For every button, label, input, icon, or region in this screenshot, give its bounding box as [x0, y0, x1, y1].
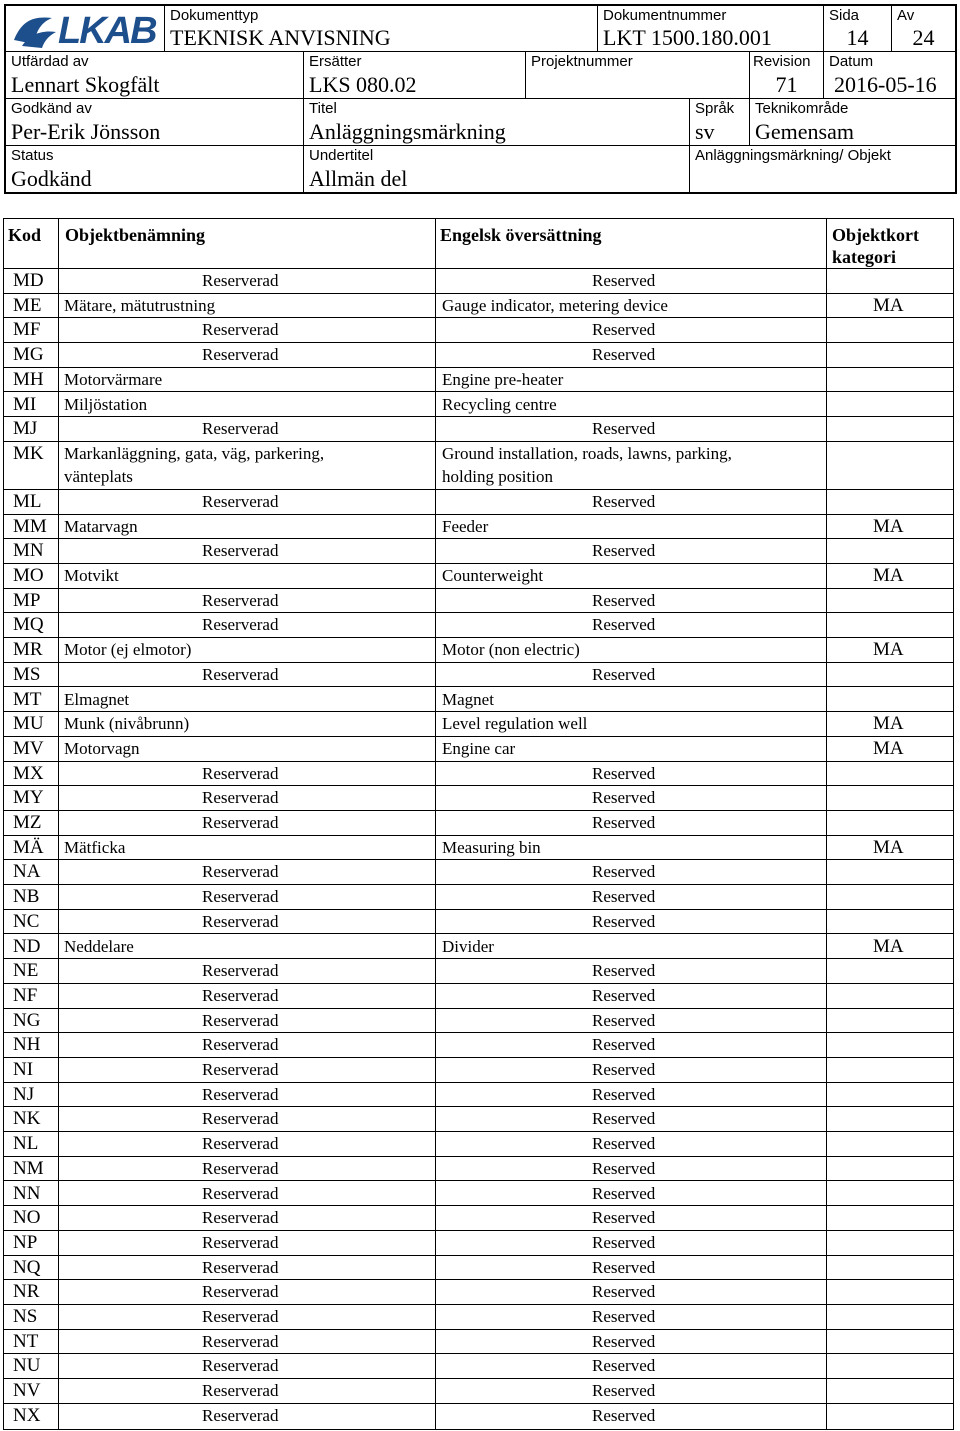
issued-by-value: Lennart Skogfält [11, 72, 160, 97]
table-row [4, 811, 953, 836]
row-name: Reserverad [202, 1208, 279, 1228]
row-code: NE [13, 960, 39, 982]
row-english: Reserved [592, 1158, 656, 1178]
row-english: Counterweight [442, 566, 544, 585]
table-row [4, 490, 953, 515]
row-english: Gauge indicator, metering device [442, 295, 668, 315]
row-code: NN [13, 1182, 41, 1204]
row-english: Reserved [592, 1084, 656, 1104]
row-name: Reserverad [202, 1084, 279, 1104]
row-code: NJ [13, 1083, 35, 1105]
area-cell [750, 99, 955, 146]
row-category: MA [873, 935, 904, 957]
row-english: Motor (non electric) [442, 640, 580, 660]
row-english: Reserved [592, 887, 656, 907]
row-name: Reserverad [202, 887, 279, 907]
table-row [4, 613, 953, 638]
row-english: Ground installation, roads, lawns, parking, [442, 443, 732, 463]
row-name: Reserverad [202, 1232, 279, 1252]
row-code: NH [13, 1034, 41, 1056]
row-code: MS [13, 663, 41, 685]
object-code-table [3, 218, 954, 1430]
table-row [4, 393, 953, 418]
row-english: Reserved [592, 1208, 656, 1228]
date-label: Datum [829, 53, 874, 70]
row-code: NM [13, 1157, 44, 1179]
row-english: Reserved [592, 961, 656, 981]
header-name: Objektbenämning [65, 225, 206, 245]
table-row [4, 1058, 953, 1083]
page-label: Sida [829, 7, 860, 24]
row-code: MÄ [13, 836, 44, 858]
row-code: MJ [13, 418, 38, 440]
row-name: Reserverad [202, 1356, 279, 1376]
page-cell [824, 6, 892, 52]
table-row [4, 1379, 953, 1404]
table-header [4, 219, 953, 269]
row-name: Reserverad [202, 1134, 279, 1154]
area-value: Gemensam [755, 119, 854, 144]
row-english: Reserved [592, 813, 656, 832]
table-row [4, 343, 953, 368]
row-code: MX [13, 762, 44, 784]
row-english: Reserved [592, 1010, 656, 1030]
area-label: Teknikområde [755, 100, 849, 117]
title-value: Anläggningsmärkning [309, 119, 506, 144]
row-code: MV [13, 737, 44, 759]
row-code: NX [13, 1404, 41, 1426]
row-category: MA [873, 515, 904, 537]
row-english: Reserved [592, 320, 656, 340]
table-row [4, 688, 953, 713]
row-english: Reserved [592, 419, 656, 439]
table-row [4, 417, 953, 442]
row-name: Reserverad [202, 491, 279, 511]
row-code: MI [13, 393, 37, 415]
row-name: Miljöstation [64, 394, 148, 414]
row-english: Reserved [592, 1356, 656, 1376]
row-english: Reserved [592, 1307, 656, 1326]
row-name: Reserverad [202, 419, 279, 439]
table-row [4, 959, 953, 984]
row-name: Reserverad [202, 1158, 279, 1178]
table-row [4, 294, 953, 319]
row-code: NG [13, 1009, 41, 1031]
row-name: Reserverad [202, 1109, 279, 1129]
row-english: Reserved [592, 1060, 656, 1079]
row-name: Mätficka [64, 837, 126, 857]
table-row [4, 1206, 953, 1231]
row-code: NT [13, 1330, 39, 1352]
row-code: MF [13, 319, 41, 341]
table-row [4, 1354, 953, 1379]
row-name-line2: vänteplats [64, 466, 133, 486]
row-name: Reserverad [202, 1060, 279, 1079]
row-category: MA [873, 836, 904, 858]
row-code: MT [13, 688, 42, 710]
row-name: Reserverad [202, 763, 279, 783]
approved-by-value: Per-Erik Jönsson [11, 119, 161, 144]
approved-by-label: Godkänd av [11, 100, 92, 117]
doc-type-cell [165, 6, 598, 52]
page-total-value: 24 [912, 25, 935, 50]
document-header [4, 4, 957, 194]
logo-text: LKAB [58, 10, 156, 52]
row-name: Motorvagn [64, 738, 140, 758]
row-english: Reserved [592, 1134, 656, 1154]
date-value: 2016-05-16 [834, 72, 937, 97]
revision-label: Revision [753, 53, 811, 70]
row-english: Reserved [592, 1282, 656, 1302]
subtitle-cell [304, 146, 690, 192]
doc-number-cell [598, 6, 824, 52]
table-row [4, 1256, 953, 1281]
status-value: Godkänd [11, 166, 92, 191]
row-english: Reserved [592, 763, 656, 783]
row-english: Reserved [592, 985, 656, 1005]
logo-cell [6, 6, 165, 52]
row-name: Reserverad [202, 590, 279, 610]
table-row [4, 638, 953, 663]
row-english: Reserved [592, 590, 656, 610]
row-name: Reserverad [202, 1183, 279, 1203]
row-english: Reserved [592, 1381, 656, 1401]
row-code: NP [13, 1231, 38, 1253]
replaces-label: Ersätter [309, 53, 362, 70]
row-code: NU [13, 1355, 41, 1377]
language-value: sv [695, 119, 715, 144]
row-code: NQ [13, 1256, 41, 1278]
row-code: MD [13, 270, 44, 291]
table-row [4, 885, 953, 910]
table-row [4, 860, 953, 885]
project-label: Projektnummer [531, 53, 633, 70]
status-cell [6, 146, 304, 192]
row-english: Measuring bin [442, 837, 541, 857]
page-total-cell [892, 6, 955, 52]
row-name: Reserverad [202, 541, 279, 561]
row-name: Elmagnet [64, 689, 130, 709]
row-category: MA [873, 639, 904, 661]
table-row [4, 515, 953, 540]
replaces-value: LKS 080.02 [309, 72, 417, 97]
table-row [4, 1157, 953, 1182]
row-code: ND [13, 935, 41, 957]
row-name: Reserverad [202, 1405, 279, 1425]
row-english: Reserved [592, 1405, 656, 1425]
table-row [4, 737, 953, 762]
row-name: Reserverad [202, 813, 279, 832]
issued-by-cell [6, 52, 304, 99]
row-code: NV [13, 1380, 41, 1402]
lkab-mountain-icon [12, 10, 58, 50]
language-cell [690, 99, 750, 146]
row-name: Motor (ej elmotor) [64, 640, 192, 660]
row-code: ME [13, 294, 42, 316]
row-english: Engine car [442, 738, 516, 758]
row-english: Reserved [592, 541, 656, 561]
header-code: Kod [8, 225, 42, 245]
row-english: Reserved [592, 1035, 656, 1055]
row-code: MO [13, 565, 44, 586]
row-code: MQ [13, 614, 44, 636]
doc-number-value: LKT 1500.180.001 [603, 25, 772, 50]
row-category: MA [873, 565, 904, 586]
row-english: Reserved [592, 911, 656, 931]
row-code: NC [13, 910, 40, 932]
row-english: Recycling centre [442, 394, 557, 414]
table-row [4, 539, 953, 564]
row-name: Reserverad [202, 788, 279, 808]
table-row [4, 1305, 953, 1330]
table-row [4, 318, 953, 343]
row-name: Reserverad [202, 1282, 279, 1302]
row-english: Reserved [592, 1257, 656, 1277]
table-row [4, 269, 953, 294]
row-category: MA [873, 294, 904, 316]
row-name: Reserverad [202, 911, 279, 931]
row-code: MH [13, 368, 44, 390]
row-code: MY [13, 787, 44, 809]
issued-by-label: Utfärdad av [11, 53, 89, 70]
row-english: Divider [442, 936, 494, 956]
row-code: NK [13, 1108, 41, 1130]
page-value: 14 [846, 25, 869, 50]
row-name: Matarvagn [64, 516, 138, 536]
row-name: Motvikt [64, 566, 119, 585]
table-row [4, 1107, 953, 1132]
table-row [4, 984, 953, 1009]
row-category: MA [873, 737, 904, 759]
row-english: Reserved [592, 664, 656, 684]
header-category: Objektkort [832, 225, 919, 245]
row-code: NI [13, 1059, 34, 1080]
table-row [4, 1182, 953, 1207]
row-name: Neddelare [64, 936, 134, 956]
table-row [4, 836, 953, 861]
subtitle-label: Undertitel [309, 147, 374, 164]
table-row [4, 1132, 953, 1157]
replaces-cell [304, 52, 526, 99]
row-code: MM [13, 515, 47, 537]
table-row [4, 1404, 953, 1429]
table-row [4, 786, 953, 811]
row-code: MR [13, 639, 43, 661]
row-name: Munk (nivåbrunn) [64, 714, 190, 734]
row-code: NO [13, 1207, 41, 1229]
row-name: Mätare, mätutrustning [64, 295, 216, 315]
doc-number-label: Dokumentnummer [603, 7, 727, 24]
row-name: Reserverad [202, 271, 279, 290]
header-category-line2: kategori [832, 247, 896, 267]
row-category: MA [873, 713, 904, 735]
table-row [4, 564, 953, 589]
date-cell [824, 52, 955, 99]
row-english: Feeder [442, 516, 489, 536]
header-english: Engelsk översättning [440, 225, 602, 245]
table-row [4, 1280, 953, 1305]
row-code: MN [13, 540, 44, 562]
category-cell [690, 146, 955, 192]
table-row [4, 442, 953, 490]
row-name: Reserverad [202, 1257, 279, 1277]
row-name: Reserverad [202, 985, 279, 1005]
row-code: MG [13, 344, 44, 366]
table-row [4, 1009, 953, 1034]
status-label: Status [11, 147, 54, 164]
row-english: Reserved [592, 788, 656, 808]
row-name: Reserverad [202, 1381, 279, 1401]
row-english: Magnet [442, 689, 494, 709]
row-name: Reserverad [202, 345, 279, 365]
table-row [4, 712, 953, 737]
category-label: Anläggningsmärkning/ Objekt [695, 147, 891, 164]
table-row [4, 1330, 953, 1355]
row-english: Reserved [592, 1109, 656, 1129]
table-row [4, 589, 953, 614]
page-total-label: Av [897, 7, 915, 24]
row-english: Engine pre-heater [442, 369, 564, 389]
table-row [4, 1231, 953, 1256]
row-english: Reserved [592, 862, 656, 882]
row-code: ML [13, 490, 42, 512]
row-name: Reserverad [202, 961, 279, 981]
row-english: Reserved [592, 345, 656, 365]
row-name: Reserverad [202, 1331, 279, 1351]
row-name: Reserverad [202, 320, 279, 340]
row-english: Level regulation well [442, 714, 588, 734]
row-name: Markanläggning, gata, väg, parkering, [64, 443, 325, 463]
row-code: NA [13, 861, 41, 883]
row-name: Motorvärmare [64, 369, 163, 389]
table-row [4, 1033, 953, 1058]
row-name: Reserverad [202, 1035, 279, 1055]
row-code: NS [13, 1306, 38, 1327]
doc-type-label: Dokumenttyp [170, 7, 259, 24]
project-cell [526, 52, 750, 99]
doc-type-value: TEKNISK ANVISNING [170, 25, 391, 50]
row-code: NR [13, 1281, 40, 1303]
table-row [4, 762, 953, 787]
row-english: Reserved [592, 1331, 656, 1351]
row-code: NF [13, 984, 38, 1006]
table-row [4, 1083, 953, 1108]
table-row [4, 663, 953, 688]
row-name: Reserverad [202, 1010, 279, 1030]
row-code: MP [13, 589, 41, 611]
row-name: Reserverad [202, 862, 279, 882]
language-label: Språk [695, 100, 735, 117]
table-row [4, 935, 953, 960]
table-row [4, 368, 953, 393]
row-name: Reserverad [202, 1307, 279, 1326]
row-code: NL [13, 1133, 39, 1155]
title-cell [304, 99, 690, 146]
revision-cell [750, 52, 824, 99]
lkab-logo [12, 10, 162, 50]
row-english: Reserved [592, 615, 656, 635]
row-english: Reserved [592, 491, 656, 511]
title-label: Titel [309, 100, 337, 117]
row-english: Reserved [592, 1232, 656, 1252]
row-name: Reserverad [202, 664, 279, 684]
row-english: Reserved [592, 271, 656, 290]
row-code: MZ [13, 812, 42, 833]
row-english-line2: holding position [442, 466, 553, 486]
row-code: MU [13, 713, 44, 735]
table-row [4, 910, 953, 935]
row-code: MK [13, 442, 44, 464]
revision-value: 71 [775, 72, 798, 97]
row-name: Reserverad [202, 615, 279, 635]
row-code: NB [13, 886, 40, 908]
approved-by-cell [6, 99, 304, 146]
subtitle-value: Allmän del [309, 166, 408, 191]
row-english: Reserved [592, 1183, 656, 1203]
